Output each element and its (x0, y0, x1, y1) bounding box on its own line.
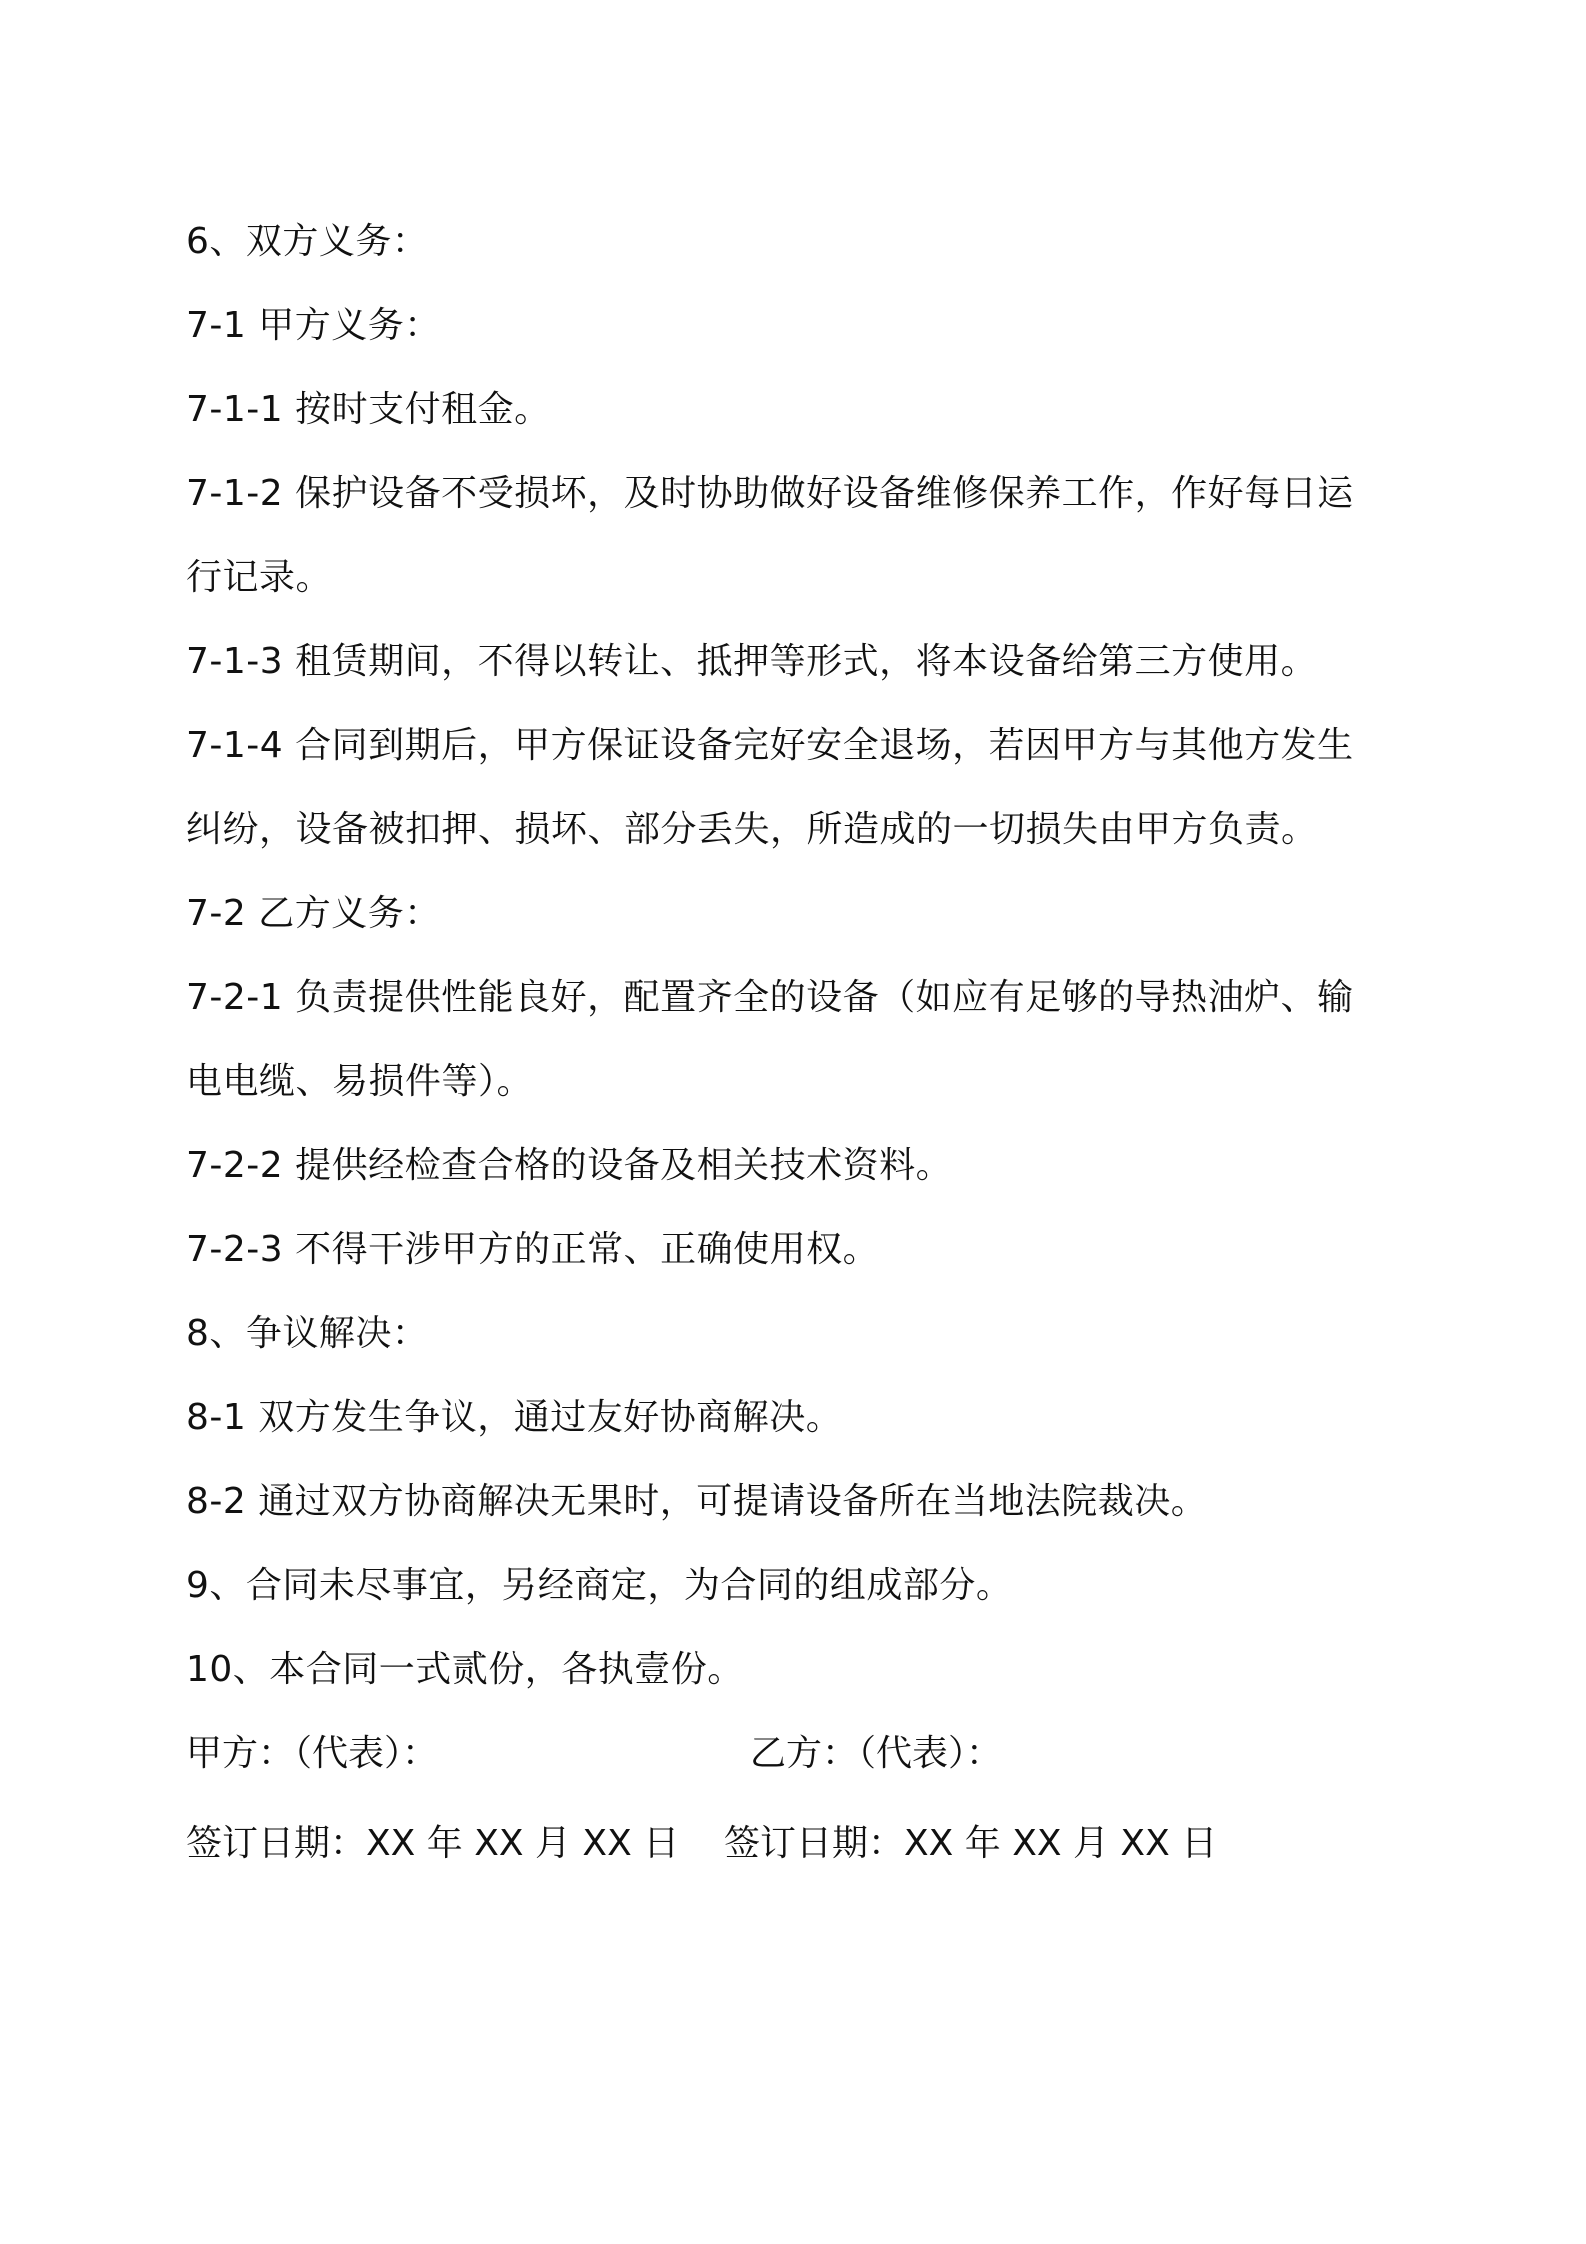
clause-9: 9、合同未尽事宜，另经商定，为合同的组成部分。 (186, 1565, 1013, 1606)
subsection-heading-party-b: 7-2 乙方义务： (186, 893, 441, 934)
clause-7-1-2-line-1: 7-1-2 保护设备不受损坏，及时协助做好设备维修保养工作，作好每日运 (186, 473, 1354, 514)
contract-body (186, 200, 1406, 1886)
clause-10: 10、本合同一式贰份，各执壹份。 (186, 1649, 744, 1690)
clause-7-1-4-line-2: 纠纷，设备被扣押、损坏、部分丢失，所造成的一切损失由甲方负责。 (186, 809, 1318, 850)
clause-7-1-4-line-1: 7-1-4 合同到期后，甲方保证设备完好安全退场，若因甲方与其他方发生 (186, 725, 1354, 766)
clause-7-2-3: 7-2-3 不得干涉甲方的正常、正确使用权。 (186, 1229, 880, 1270)
clause-7-2-1-line-1: 7-2-1 负责提供性能良好，配置齐全的设备（如应有足够的导热油炉、输 (186, 977, 1354, 1018)
clause-7-1-1: 7-1-1 按时支付租金。 (186, 389, 551, 430)
signature-date-row (186, 1802, 1406, 1886)
section-heading-obligations: 6、双方义务： (186, 221, 429, 262)
party-b-signature-label: 乙方：（代表）： (750, 1733, 1003, 1774)
signature-party-row (186, 1712, 1406, 1796)
party-a-sign-date: 签订日期：XX 年 XX 月 XX 日 (186, 1823, 680, 1864)
clause-8-2: 8-2 通过双方协商解决无果时，可提请设备所在当地法院裁决。 (186, 1481, 1208, 1522)
clause-8-1: 8-1 双方发生争议，通过友好协商解决。 (186, 1397, 843, 1438)
section-heading-dispute: 8、争议解决： (186, 1313, 429, 1354)
clause-7-2-2: 7-2-2 提供经检查合格的设备及相关技术资料。 (186, 1145, 953, 1186)
clause-7-1-2-line-2: 行记录。 (186, 557, 333, 598)
subsection-heading-party-a: 7-1 甲方义务： (186, 305, 441, 346)
clause-7-2-1-line-2: 电电缆、易损件等）。 (186, 1061, 534, 1102)
party-a-signature-label: 甲方：（代表）： (186, 1733, 439, 1774)
clause-7-1-3: 7-1-3 租赁期间，不得以转让、抵押等形式，将本设备给第三方使用。 (186, 641, 1318, 682)
party-b-sign-date: 签订日期：XX 年 XX 月 XX 日 (724, 1823, 1218, 1864)
